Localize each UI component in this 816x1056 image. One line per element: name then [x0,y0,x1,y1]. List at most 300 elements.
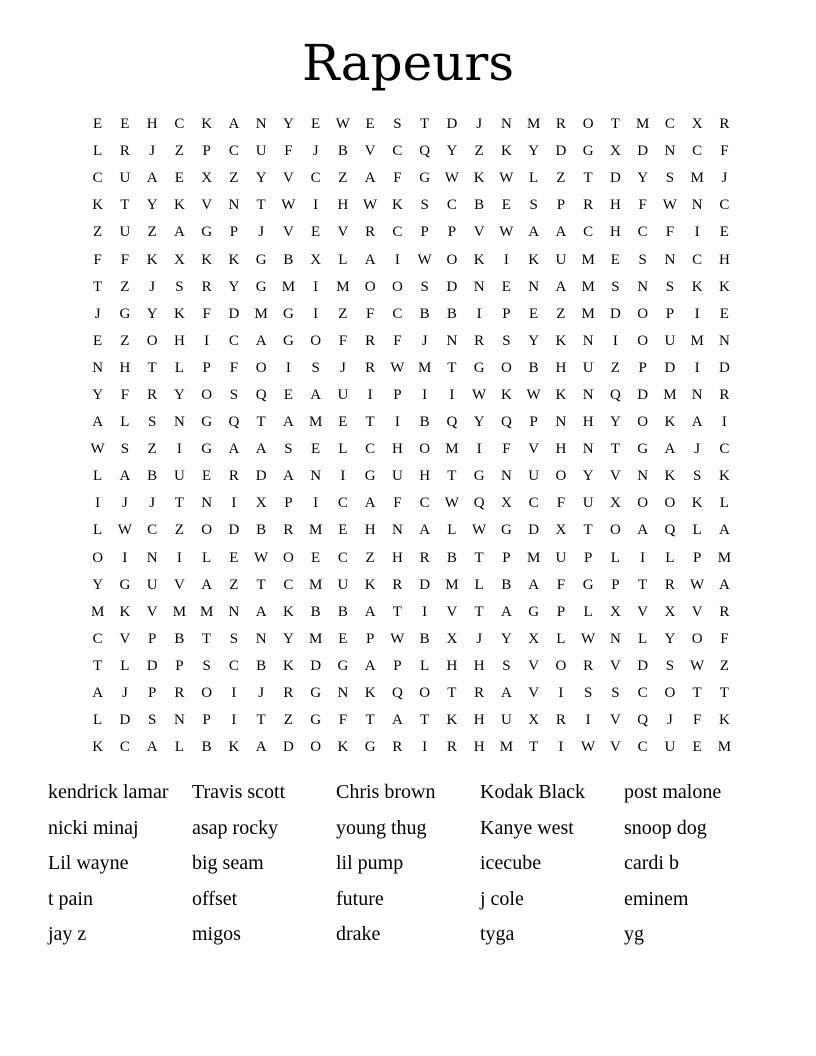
grid-letter: C [392,143,403,160]
grid-letter: G [337,657,349,674]
grid-letter: M [635,116,650,133]
grid-letter: X [691,116,703,133]
grid-letter: K [201,116,213,133]
grid-letter: C [637,224,648,241]
grid-letter: P [365,630,375,647]
grid-letter: D [609,170,621,187]
grid-letter: S [147,712,157,729]
grid-letter: C [310,170,321,187]
grid-letter: U [664,739,676,756]
grid-letter: D [228,305,240,322]
grid-letter: Z [283,712,293,729]
word-list [48,775,768,953]
grid-letter: Q [391,685,403,702]
grid-letter: Q [609,386,621,403]
grid-letter: T [93,278,103,295]
grid-letter: Y [500,630,512,647]
grid-letter: U [500,712,512,729]
grid-letter: J [149,495,156,512]
grid-letter: Q [473,495,485,512]
grid-letter: M [281,278,296,295]
grid-letter: M [308,576,323,593]
grid-letter: K [664,468,676,485]
grid-letter: P [202,712,211,729]
grid-letter: G [500,522,512,539]
grid-letter: I [367,386,373,403]
grid-letter: R [583,197,594,214]
grid-letter: N [92,359,104,376]
grid-letter: F [338,332,348,349]
grid-letter: Y [282,630,294,647]
grid-letter: R [119,143,130,160]
grid-letter: F [229,359,239,376]
grid-letter: R [201,278,212,295]
grid-letter: I [694,224,700,241]
grid-letter: S [120,441,130,458]
grid-letter: X [500,495,512,512]
grid-letter: K [664,414,676,431]
grid-letter: W [335,116,350,133]
grid-letter: Y [146,305,158,322]
grid-letter: L [610,549,620,566]
grid-letter: T [447,359,457,376]
grid-letter: P [611,576,620,593]
grid-letter: P [556,603,566,620]
grid-letter: G [419,170,431,187]
grid-letter: T [610,441,620,458]
grid-letter: A [391,712,403,729]
grid-letter: M [254,305,268,322]
grid-letter: G [255,251,267,268]
grid-letter: C [119,739,130,756]
grid-letter: N [664,251,676,268]
grid-letter: E [93,332,103,349]
grid-letter: L [174,739,184,756]
grid-letter: K [337,739,349,756]
grid-letter: D [119,712,131,729]
grid-letter: V [528,441,540,458]
grid-letter: C [637,685,648,702]
grid-letter: S [692,468,702,485]
grid-letter: K [364,685,376,702]
grid-letter: L [529,170,539,187]
grid-letter: L [120,414,130,431]
grid-letter: X [528,712,540,729]
grid-letter: I [476,441,482,458]
grid-letter: S [420,197,429,214]
grid-letter: F [93,251,102,268]
word-list-item: Lil wayne [48,852,129,875]
grid-letter: T [583,522,593,539]
grid-letter: I [422,603,428,620]
grid-letter: T [474,603,484,620]
grid-letter: A [419,522,431,539]
grid-letter: R [446,739,457,756]
grid-letter: N [664,143,676,160]
grid-letter: A [92,414,104,431]
grid-letter: E [174,170,184,187]
grid-letter: I [95,495,101,512]
grid-letter: O [419,685,431,702]
grid-letter: O [637,305,649,322]
grid-letter: R [365,359,376,376]
word-list-item: future [336,887,384,910]
grid-letter: E [719,305,729,322]
grid-letter: N [173,414,185,431]
grid-letter: U [119,224,131,241]
word-list-item: eminem [624,887,689,910]
grid-letter: K [500,143,512,160]
grid-letter: B [446,305,457,322]
grid-letter: E [501,197,511,214]
grid-letter: D [637,657,649,674]
letter-grid [84,111,738,761]
grid-letter: N [528,278,540,295]
grid-letter: Y [282,116,294,133]
grid-letter: T [256,576,266,593]
grid-letter: J [721,170,728,187]
grid-letter: R [228,468,239,485]
grid-letter: V [609,657,621,674]
grid-letter: H [446,657,458,674]
grid-letter: E [338,414,348,431]
grid-letter: I [640,549,646,566]
grid-letter: K [173,197,185,214]
grid-letter: D [419,576,431,593]
grid-letter: M [336,278,350,295]
grid-letter: A [201,576,213,593]
grid-letter: P [502,549,511,566]
grid-letter: I [422,386,428,403]
grid-letter: A [146,739,158,756]
grid-letter: G [282,332,294,349]
grid-letter: M [199,603,214,620]
grid-letter: O [92,549,104,566]
grid-letter: A [528,224,540,241]
grid-letter: F [665,224,675,241]
grid-letter: N [582,332,594,349]
grid-letter: H [119,359,131,376]
grid-letter: K [228,251,240,268]
grid-letter: I [313,495,319,512]
grid-letter: J [312,143,319,160]
grid-letter: W [472,386,487,403]
grid-letter: A [718,522,730,539]
grid-letter: K [555,386,567,403]
grid-letter: L [93,468,103,485]
grid-letter: T [256,197,266,214]
grid-letter: T [256,414,266,431]
grid-letter: I [558,685,564,702]
grid-letter: F [202,305,211,322]
grid-letter: X [555,522,567,539]
grid-letter: B [419,305,430,322]
grid-letter: P [147,630,157,647]
grid-letter: N [609,630,621,647]
grid-letter: V [201,197,213,214]
grid-letter: X [664,603,676,620]
grid-letter: P [202,359,211,376]
grid-letter: N [637,468,649,485]
grid-letter: H [555,359,567,376]
grid-letter: A [228,116,240,133]
grid-letter: T [529,739,539,756]
grid-letter: Z [474,143,484,160]
grid-letter: V [119,630,131,647]
grid-letter: I [476,305,482,322]
grid-letter: B [474,197,485,214]
grid-letter: O [310,332,322,349]
grid-letter: T [365,712,375,729]
grid-letter: U [119,170,131,187]
grid-letter: G [473,468,485,485]
grid-letter: M [581,251,595,268]
grid-letter: J [149,278,156,295]
grid-letter: R [719,386,730,403]
word-list-item: big seam [192,852,264,875]
grid-letter: X [446,630,458,647]
grid-letter: I [394,414,400,431]
grid-letter: O [637,414,649,431]
grid-letter: A [500,603,512,620]
grid-letter: V [528,685,540,702]
grid-letter: I [612,332,618,349]
grid-letter: E [202,468,212,485]
grid-letter: V [282,224,294,241]
grid-letter: V [473,224,485,241]
grid-letter: J [258,685,265,702]
grid-letter: O [255,359,267,376]
grid-letter: A [364,657,376,674]
grid-letter: R [719,116,730,133]
grid-letter: K [282,657,294,674]
grid-letter: O [664,685,676,702]
grid-letter: R [474,685,485,702]
grid-letter: F [692,712,702,729]
grid-letter: P [529,414,538,431]
grid-letter: U [337,386,349,403]
grid-letter: K [391,197,403,214]
grid-letter: O [446,251,458,268]
grid-letter: C [637,739,648,756]
grid-letter: A [555,224,567,241]
grid-letter: O [201,522,213,539]
grid-letter: U [528,468,540,485]
grid-letter: W [117,522,132,539]
grid-letter: C [446,197,457,214]
grid-letter: E [311,224,321,241]
grid-letter: I [585,712,591,729]
grid-letter: G [310,685,322,702]
grid-letter: R [392,739,403,756]
grid-letter: W [254,549,269,566]
grid-letter: K [119,603,131,620]
grid-letter: T [583,170,593,187]
grid-letter: D [718,359,730,376]
grid-letter: Z [556,170,566,187]
grid-letter: D [637,386,649,403]
grid-letter: T [147,359,157,376]
grid-letter: B [147,468,158,485]
grid-letter: H [473,657,485,674]
grid-letter: O [201,386,213,403]
grid-letter: R [664,576,675,593]
grid-letter: M [526,116,541,133]
grid-letter: F [502,441,511,458]
grid-letter: N [500,468,512,485]
grid-letter: G [582,143,594,160]
grid-letter: K [718,712,730,729]
grid-letter: H [609,224,621,241]
grid-letter: Z [147,224,157,241]
grid-letter: O [364,278,376,295]
grid-letter: E [283,386,293,403]
grid-letter: P [420,224,429,241]
grid-letter: X [255,495,267,512]
grid-letter: P [393,657,402,674]
grid-letter: R [147,386,158,403]
grid-letter: Y [173,386,185,403]
grid-letter: C [719,197,730,214]
grid-letter: M [526,549,541,566]
grid-letter: M [308,414,323,431]
grid-letter: Y [92,386,104,403]
grid-letter: M [499,739,514,756]
grid-letter: O [555,468,567,485]
grid-letter: N [446,332,458,349]
grid-letter: L [202,549,212,566]
word-list-item: young thug [336,816,427,839]
grid-letter: O [500,359,512,376]
grid-letter: U [582,359,594,376]
word-list-item: migos [192,923,241,946]
grid-letter: K [691,278,703,295]
grid-letter: I [558,739,564,756]
grid-letter: V [609,739,621,756]
grid-letter: W [581,739,596,756]
grid-letter: D [609,305,621,322]
grid-letter: N [555,414,567,431]
grid-letter: T [638,576,648,593]
grid-letter: R [555,712,566,729]
grid-letter: G [119,576,131,593]
grid-letter: K [528,251,540,268]
grid-letter: I [231,495,237,512]
grid-letter: P [583,549,593,566]
grid-letter: V [528,657,540,674]
grid-letter: A [637,522,649,539]
grid-letter: L [174,359,184,376]
grid-letter: P [665,305,675,322]
grid-letter: C [228,332,239,349]
grid-letter: Z [120,278,130,295]
grid-letter: I [313,305,319,322]
grid-letter: D [446,116,458,133]
grid-letter: O [637,495,649,512]
word-list-item: cardi b [624,852,679,875]
grid-letter: S [665,170,675,187]
grid-letter: M [663,386,677,403]
grid-letter: U [664,332,676,349]
grid-letter: G [364,739,376,756]
grid-letter: Z [93,224,103,241]
grid-letter: C [174,116,185,133]
grid-letter: H [555,441,567,458]
grid-letter: R [283,685,294,702]
grid-letter: K [473,251,485,268]
grid-letter: P [284,495,293,512]
grid-letter: S [175,278,184,295]
grid-letter: Q [500,414,512,431]
grid-letter: Y [582,468,594,485]
grid-letter: Z [365,549,375,566]
grid-letter: M [581,278,595,295]
grid-letter: S [611,685,620,702]
grid-letter: A [364,495,376,512]
grid-letter: D [555,143,567,160]
grid-letter: N [637,278,649,295]
grid-letter: K [718,278,730,295]
grid-letter: R [719,603,730,620]
grid-letter: J [694,441,701,458]
grid-letter: P [502,305,511,322]
grid-letter: E [610,251,620,268]
grid-letter: R [474,332,485,349]
word-list-item: Kanye west [480,816,574,839]
word-list-item: nicki minaj [48,816,139,839]
grid-letter: J [258,224,265,241]
grid-letter: M [690,332,704,349]
grid-letter: C [583,224,594,241]
grid-letter: I [231,685,237,702]
grid-letter: B [337,143,348,160]
grid-letter: K [282,603,294,620]
grid-letter: T [202,630,212,647]
grid-letter: A [500,685,512,702]
grid-letter: B [528,359,539,376]
grid-letter: A [119,468,131,485]
grid-letter: P [692,549,702,566]
grid-letter: J [121,495,128,512]
grid-letter: C [528,495,539,512]
grid-letter: D [637,143,649,160]
grid-letter: J [666,712,673,729]
grid-letter: K [691,495,703,512]
grid-letter: N [691,197,703,214]
grid-letter: B [256,657,267,674]
grid-letter: K [555,332,567,349]
grid-letter: M [445,576,459,593]
grid-letter: L [474,576,484,593]
grid-letter: W [390,359,405,376]
grid-letter: C [228,657,239,674]
word-list-item: asap rocky [192,816,279,839]
grid-letter: K [500,386,512,403]
grid-letter: U [582,495,594,512]
grid-letter: P [147,685,157,702]
grid-letter: Z [174,143,184,160]
grid-letter: Z [147,441,157,458]
grid-letter: I [176,549,182,566]
grid-letter: G [255,278,267,295]
grid-letter: G [201,441,213,458]
word-list-item: Kodak Black [480,781,585,803]
grid-letter: S [229,386,239,403]
grid-letter: T [174,495,184,512]
word-list-item: lil pump [336,852,404,875]
grid-letter: V [446,603,458,620]
grid-letter: Z [556,305,566,322]
